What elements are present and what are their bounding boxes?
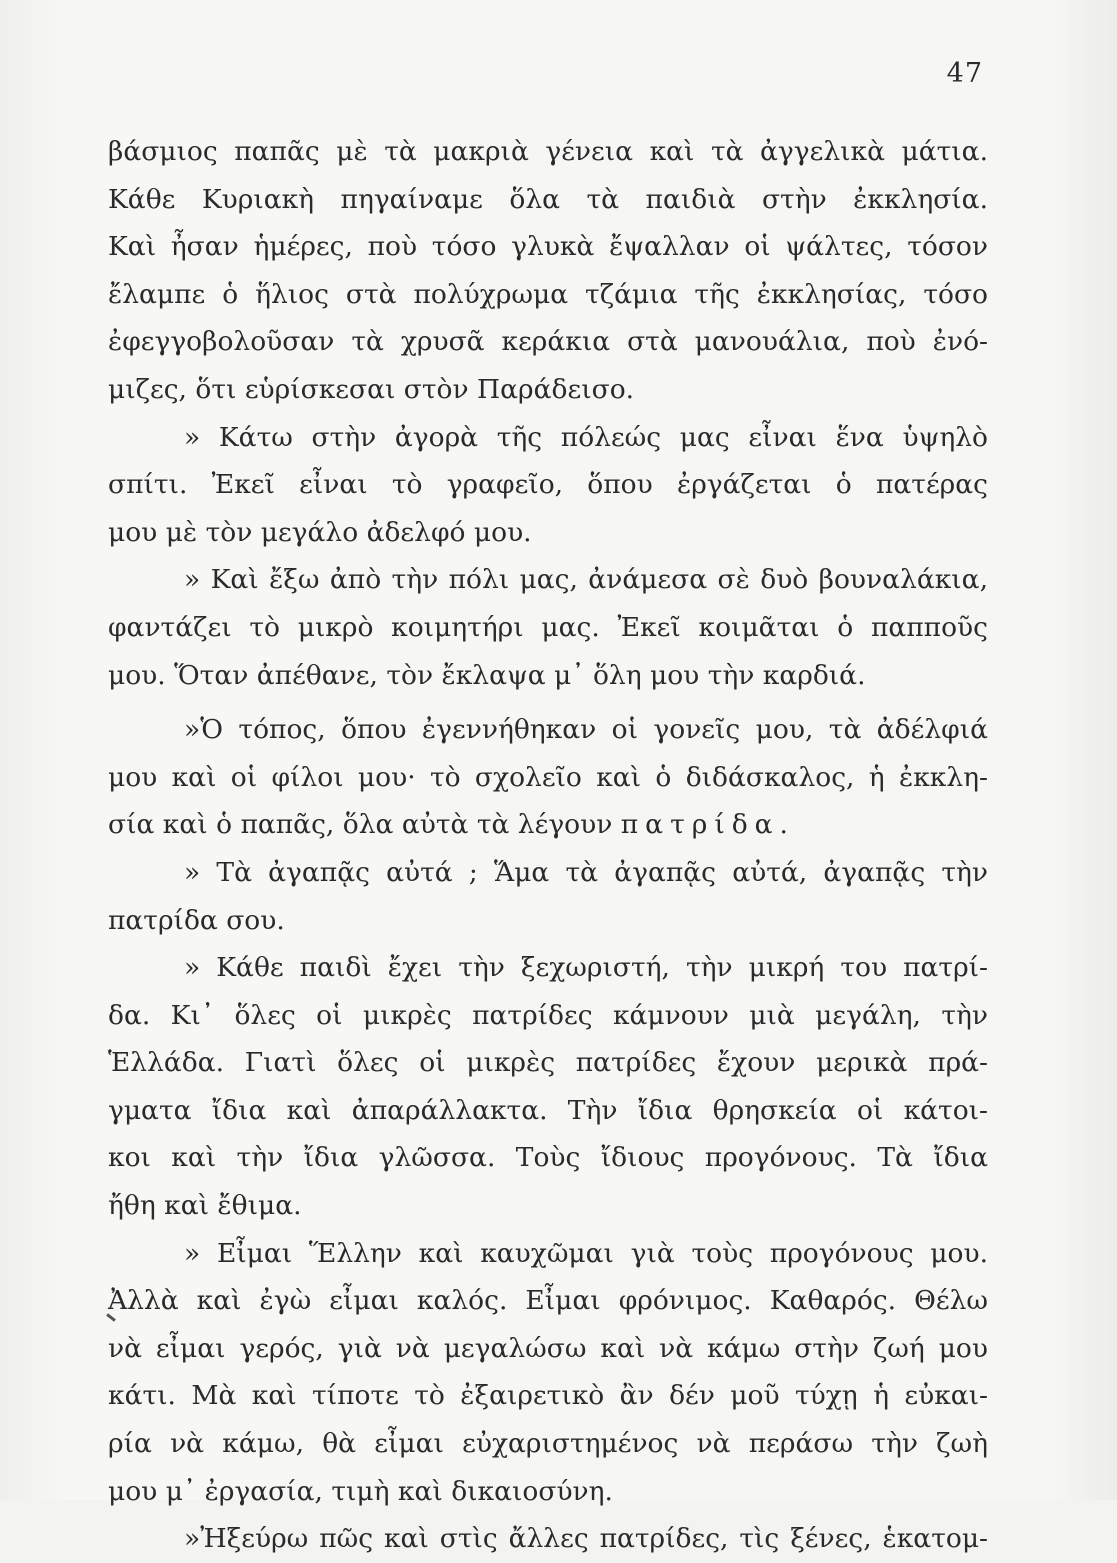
text-line: ἤθη καὶ ἔθιμα.: [108, 1190, 302, 1222]
text-line: μου. Ὅταν ἀπέθανε, τὸν ἔκλαψα μ᾽ ὅλη μου τὴν καρδιά.: [108, 659, 866, 691]
text-line: δα. Κι᾽ ὅλες οἱ μικρὲς πατρίδες κάμνουν μιὰ μεγάλη, τὴν: [108, 999, 988, 1031]
text-line: »Ὁ τόπος, ὅπου ἐγεννήθηκαν οἱ γονεῖς μου, τὰ ἀδέλφιά: [184, 714, 988, 746]
text-line: ἐφεγγοβολοῦσαν τὰ χρυσᾶ κεράκια στὰ μανουάλια, ποὺ ἐνό-: [108, 326, 988, 358]
text-line: νὰ εἶμαι γερός, γιὰ νὰ μεγαλώσω καὶ νὰ κάμω στὴν ζωή μου: [108, 1332, 988, 1364]
text-line: κάτι. Μὰ καὶ τίποτε τὸ ἐξαιρετικὸ ἂν δέν μοῦ τύχῃ ἡ εὐκαι-: [108, 1380, 988, 1412]
text-line: μου μ᾽ ἐργασία, τιμὴ καὶ δικαιοσύνη.: [108, 1475, 613, 1507]
text-line: » Κάθε παιδὶ ἔχει τὴν ξεχωριστή, τὴν μικρή του πατρί-: [184, 952, 988, 984]
text-line: Καὶ ἦσαν ἡμέρες, ποὺ τόσο γλυκὰ ἔψαλλαν οἱ ψάλτες, τόσον: [108, 231, 988, 263]
text-line: ρία νὰ κάμω, θὰ εἶμαι εὐχαριστημένος νὰ περάσω τὴν ζωὴ: [108, 1428, 988, 1460]
text-line: βάσμιος παπᾶς μὲ τὰ μακριὰ γένεια καὶ τὰ ἀγγελικὰ μάτια.: [108, 136, 988, 167]
text-line: » Εἶμαι Ἕλλην καὶ καυχῶμαι γιὰ τοὺς προγόνους μου.: [184, 1237, 988, 1269]
text-line: [108, 801, 988, 849]
text-line: σπίτι. Ἐκεῖ εἶναι τὸ γραφεῖο, ὅπου ἐργάζεται ὁ πατέρας: [108, 469, 988, 501]
text-line: κοι καὶ τὴν ἴδια γλῶσσα. Τοὺς ἴδιους προγόνους. Τὰ ἴδια: [108, 1142, 988, 1174]
text-line: γματα ἴδια καὶ ἀπαράλλακτα. Τὴν ἴδια θρησκεία οἱ κάτοι-: [108, 1094, 988, 1126]
text-line: ἔλαμπε ὁ ἥλιος στὰ πολύχρωμα τζάμια τῆς ἐκκλησίας, τόσο: [108, 278, 988, 310]
text-line: μιζες, ὅτι εὑρίσκεσαι στὸν Παράδεισο.: [108, 373, 635, 405]
text-line: μου καὶ οἱ φίλοι μου· τὸ σχολεῖο καὶ ὁ διδάσκαλος, ἡ ἐκκλη-: [108, 761, 988, 793]
text-line: » Καὶ ἔξω ἀπὸ τὴν πόλι μας, ἀνάμεσα σὲ δυὸ βουναλάκια,: [184, 564, 988, 596]
text-line: » Κάτω στὴν ἀγορὰ τῆς πόλεώς μας εἶναι ἕνα ὑψηλὸ: [184, 421, 988, 453]
page-number: 47: [946, 58, 983, 89]
text-line: Ἑλλάδα. Γιατὶ ὅλες οἱ μικρὲς πατρίδες ἔχουν μερικὰ πρά-: [108, 1047, 988, 1079]
text-line: » Τὰ ἀγαπᾷς αὐτά ; Ἅμα τὰ ἀγαπᾷς αὐτά, ἀγαπᾷς τὴν: [184, 856, 988, 888]
text-line: Κάθε Κυριακὴ πηγαίναμε ὅλα τὰ παιδιὰ στὴν ἐκκλησία.: [108, 183, 988, 215]
text-line: Ἀλλὰ καὶ ἐγὼ εἶμαι καλός. Εἶμαι φρόνιμος. Καθαρός. Θέλω: [108, 1285, 988, 1317]
text-line: φαντάζει τὸ μικρὸ κοιμητήρι μας. Ἐκεῖ κοιμᾶται ὁ παπποῦς: [108, 611, 988, 643]
text-line: πατρίδα σου.: [108, 904, 285, 936]
text-segment: σία καὶ ὁ παπᾶς, ὅλα αὐτὰ τὰ λέγουν: [108, 809, 613, 841]
text-line: μου μὲ τὸν μεγάλο ἀδελφό μου.: [108, 516, 532, 548]
body-text: [108, 128, 988, 1563]
emphasized-word: πατρίδα.: [620, 809, 795, 841]
text-line: »Ἠξεύρω πῶς καὶ στὶς ἄλλες πατρίδες, τὶς ξένες, ἑκατομ-: [184, 1523, 988, 1555]
